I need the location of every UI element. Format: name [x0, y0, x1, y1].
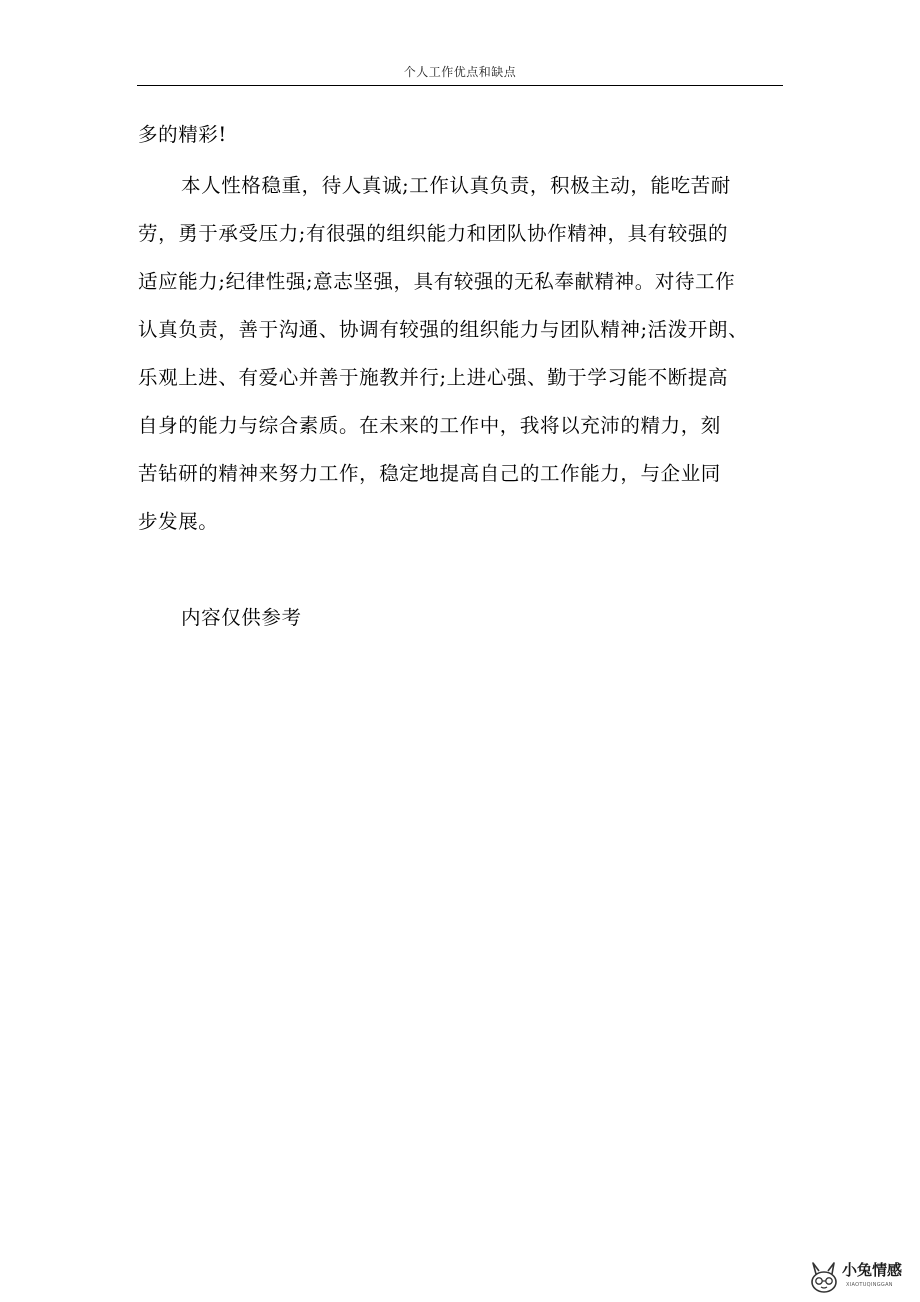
- body-line-8: 苦钻研的精神来努力工作，稳定地提高自己的工作能力，与企业同: [138, 462, 721, 485]
- body-line-7: 自身的能力与综合素质。在未来的工作中，我将以充沛的精力，刻: [138, 414, 721, 437]
- body-line-5: 认真负责，善于沟通、协调有较强的组织能力与团队精神;活泼开朗、: [138, 318, 749, 341]
- page-header-title: 个人工作优点和缺点: [403, 65, 517, 79]
- watermark: [806, 1258, 916, 1298]
- watermark-subtext: XIAOTUQINGGAN: [846, 1282, 893, 1288]
- reference-note: 内容仅供参考: [181, 606, 302, 629]
- page-header: [137, 62, 783, 86]
- body-line-3: 劳，勇于承受压力;有很强的组织能力和团队协作精神，具有较强的: [138, 222, 729, 245]
- body-line-6: 乐观上进、有爱心并善于施教并行;上进心强、勤于学习能不断提高: [138, 366, 729, 389]
- body-line-2: 本人性格稳重，待人真诚;工作认真负责，积极主动，能吃苦耐: [181, 174, 731, 197]
- watermark-text: 小兔情感: [842, 1261, 903, 1279]
- body-line-1: 多的精彩!: [138, 123, 227, 146]
- rabbit-logo-icon: [806, 1260, 842, 1296]
- body-line-4: 适应能力;纪律性强;意志坚强，具有较强的无私奉献精神。对待工作: [138, 270, 736, 293]
- body-line-9: 步发展。: [138, 510, 219, 533]
